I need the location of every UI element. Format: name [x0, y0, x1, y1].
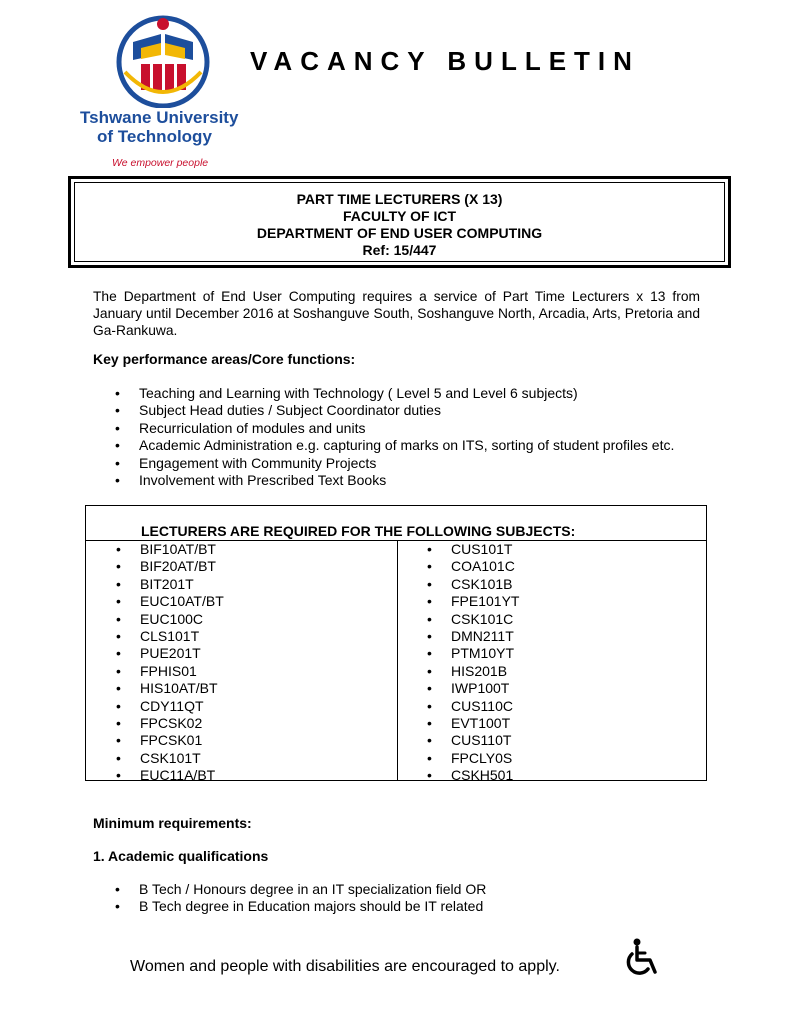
list-item-text: Engagement with Community Projects	[139, 454, 377, 471]
university-logo	[80, 12, 255, 172]
list-item-text: Involvement with Prescribed Text Books	[139, 472, 387, 489]
bullet-icon: •	[427, 610, 432, 627]
subject-code: FPCLY0S	[451, 749, 513, 766]
bullet-icon: •	[116, 749, 121, 766]
bullet-icon: •	[115, 454, 120, 471]
list-item	[93, 402, 713, 419]
subject-item	[94, 593, 224, 610]
subject-item	[405, 541, 519, 558]
minimum-requirements-heading: Minimum requirements:	[93, 815, 252, 831]
bullet-icon: •	[427, 749, 432, 766]
subject-item	[405, 576, 519, 593]
bullet-icon: •	[116, 610, 121, 627]
subject-item	[405, 611, 519, 628]
bullet-icon: •	[427, 645, 432, 662]
bullet-icon: •	[115, 437, 120, 454]
subject-item	[405, 715, 519, 732]
bullet-icon: •	[427, 575, 432, 592]
subject-item	[94, 645, 224, 662]
bullet-icon: •	[427, 767, 432, 784]
bullet-icon: •	[116, 697, 121, 714]
subject-item	[405, 558, 519, 575]
bullet-icon: •	[427, 732, 432, 749]
bullet-icon: •	[427, 680, 432, 697]
bullet-icon: •	[116, 732, 121, 749]
subject-code: EUC10AT/BT	[140, 593, 224, 610]
subject-code: HIS201B	[451, 662, 508, 679]
subject-item	[94, 576, 224, 593]
list-item	[93, 472, 713, 489]
list-item	[93, 898, 713, 915]
bullet-icon: •	[116, 593, 121, 610]
university-name-line2: of Technology	[97, 127, 212, 146]
subject-code: CSK101T	[140, 749, 201, 766]
subject-item	[94, 611, 224, 628]
page-title: VACANCY BULLETIN	[250, 46, 640, 76]
subject-item	[94, 663, 224, 680]
subject-item	[94, 680, 224, 697]
list-item	[93, 455, 713, 472]
subject-item	[94, 628, 224, 645]
bullet-icon: •	[115, 472, 120, 489]
reference-number: Ref: 15/447	[362, 242, 437, 258]
subjects-left-column	[94, 541, 224, 785]
subject-code: PTM10YT	[451, 645, 515, 662]
bullet-icon: •	[427, 541, 432, 557]
subject-item	[94, 750, 224, 767]
bullet-icon: •	[427, 715, 432, 732]
bullet-icon: •	[115, 419, 120, 436]
subject-item	[405, 645, 519, 662]
bullet-icon: •	[116, 645, 121, 662]
bullet-icon: •	[116, 715, 121, 732]
subject-item	[94, 767, 224, 784]
bullet-icon: •	[116, 558, 121, 575]
subject-code: DMN211T	[451, 628, 514, 645]
subjects-right-column	[405, 541, 519, 785]
bullet-icon: •	[115, 881, 120, 897]
bullet-icon: •	[116, 541, 121, 557]
subject-code: FPCSK02	[140, 715, 203, 732]
subject-code: EUC100C	[140, 610, 204, 627]
list-item-text: Teaching and Learning with Technology ( Level 5 and Level 6 subjects)	[139, 385, 578, 401]
subject-item	[94, 698, 224, 715]
subject-item	[405, 732, 519, 749]
bullet-icon: •	[116, 575, 121, 592]
bullet-icon: •	[116, 628, 121, 645]
list-item-text: Subject Head duties / Subject Coordinator duties	[139, 402, 441, 419]
bullet-icon: •	[427, 558, 432, 575]
subject-item	[94, 541, 224, 558]
equity-statement: Women and people with disabilities are encouraged to apply.	[130, 958, 560, 975]
tut-emblem-icon	[113, 12, 213, 108]
kpa-heading: Key performance areas/Core functions:	[93, 351, 356, 367]
academic-list	[93, 881, 713, 916]
subject-item	[94, 715, 224, 732]
subject-item	[405, 767, 519, 784]
subject-code: CUS110C	[451, 697, 513, 714]
list-item	[93, 881, 713, 898]
list-item-text: Academic Administration e.g. capturing of marks on ITS, sorting of student profiles etc.	[139, 437, 675, 454]
accessibility-icon	[620, 938, 664, 978]
bullet-icon: •	[427, 628, 432, 645]
list-item	[93, 420, 713, 437]
subject-code: CUS110T	[451, 732, 512, 749]
subject-code: BIF20AT/BT	[140, 558, 216, 575]
subjects-table	[85, 505, 707, 784]
subject-code: HIS10AT/BT	[140, 680, 218, 697]
bullet-icon: •	[427, 662, 432, 679]
subject-code: IWP100T	[451, 680, 510, 697]
bullet-icon: •	[427, 697, 432, 714]
bullet-icon: •	[115, 898, 120, 915]
list-item-text: B Tech / Honours degree in an IT specialization field OR	[139, 881, 487, 897]
list-item	[93, 437, 713, 454]
bullet-icon: •	[115, 385, 120, 401]
bullet-icon: •	[427, 593, 432, 610]
subject-code: CSK101B	[451, 575, 513, 592]
list-item-text: Recurriculation of modules and units	[139, 419, 366, 436]
bullet-icon: •	[116, 662, 121, 679]
subject-item	[405, 680, 519, 697]
faculty-name: FACULTY OF ICT	[342, 208, 457, 224]
subject-item	[405, 628, 519, 645]
university-name	[80, 108, 255, 146]
subject-item	[94, 732, 224, 749]
subject-code: CUS101T	[451, 541, 513, 557]
subject-code: CLS101T	[140, 628, 200, 645]
subject-item	[405, 750, 519, 767]
department-name: DEPARTMENT OF END USER COMPUTING	[256, 225, 543, 241]
academic-qualifications-heading: 1. Academic qualifications	[93, 848, 269, 864]
subject-item	[405, 663, 519, 680]
subject-item	[405, 593, 519, 610]
subject-item	[405, 698, 519, 715]
subject-code: CDY11QT	[140, 697, 204, 714]
list-item-text: B Tech degree in Education majors should be IT related	[139, 898, 484, 915]
bullet-icon: •	[115, 402, 120, 419]
bullet-icon: •	[116, 680, 121, 697]
subject-code: EVT100T	[451, 715, 511, 732]
subject-code: PUE201T	[140, 645, 201, 662]
subjects-heading: LECTURERS ARE REQUIRED FOR THE FOLLOWING SUBJECTS:	[141, 523, 576, 539]
subject-code: COA101C	[451, 558, 515, 575]
subject-code: FPE101YT	[451, 593, 520, 610]
bullet-icon: •	[116, 767, 121, 784]
subject-code: CSK101C	[451, 610, 514, 627]
tagline: We empower people	[112, 157, 209, 169]
kpa-list	[93, 385, 713, 489]
subject-code: EUC11A/BT	[140, 767, 216, 784]
subject-code: FPHIS01	[140, 662, 197, 679]
university-name-line1: Tshwane University	[80, 108, 239, 127]
position-box	[68, 176, 731, 268]
column-divider	[397, 540, 398, 780]
subject-item	[94, 558, 224, 575]
subject-code: FPCSK01	[140, 732, 203, 749]
subject-code: BIT201T	[140, 575, 194, 592]
subject-code: CSKH501	[451, 767, 514, 784]
position-title: PART TIME LECTURERS (X 13)	[296, 191, 503, 207]
list-item	[93, 385, 713, 402]
intro-paragraph: The Department of End User Computing requires a service of Part Time Lecturers x 13 from January until December 2016 at Soshanguve South, Soshanguve North, Arcadia, Arts, Pretoria and Ga-Rankuwa.	[93, 289, 700, 338]
position-box-inner	[74, 182, 725, 262]
subject-code: BIF10AT/BT	[140, 541, 216, 557]
